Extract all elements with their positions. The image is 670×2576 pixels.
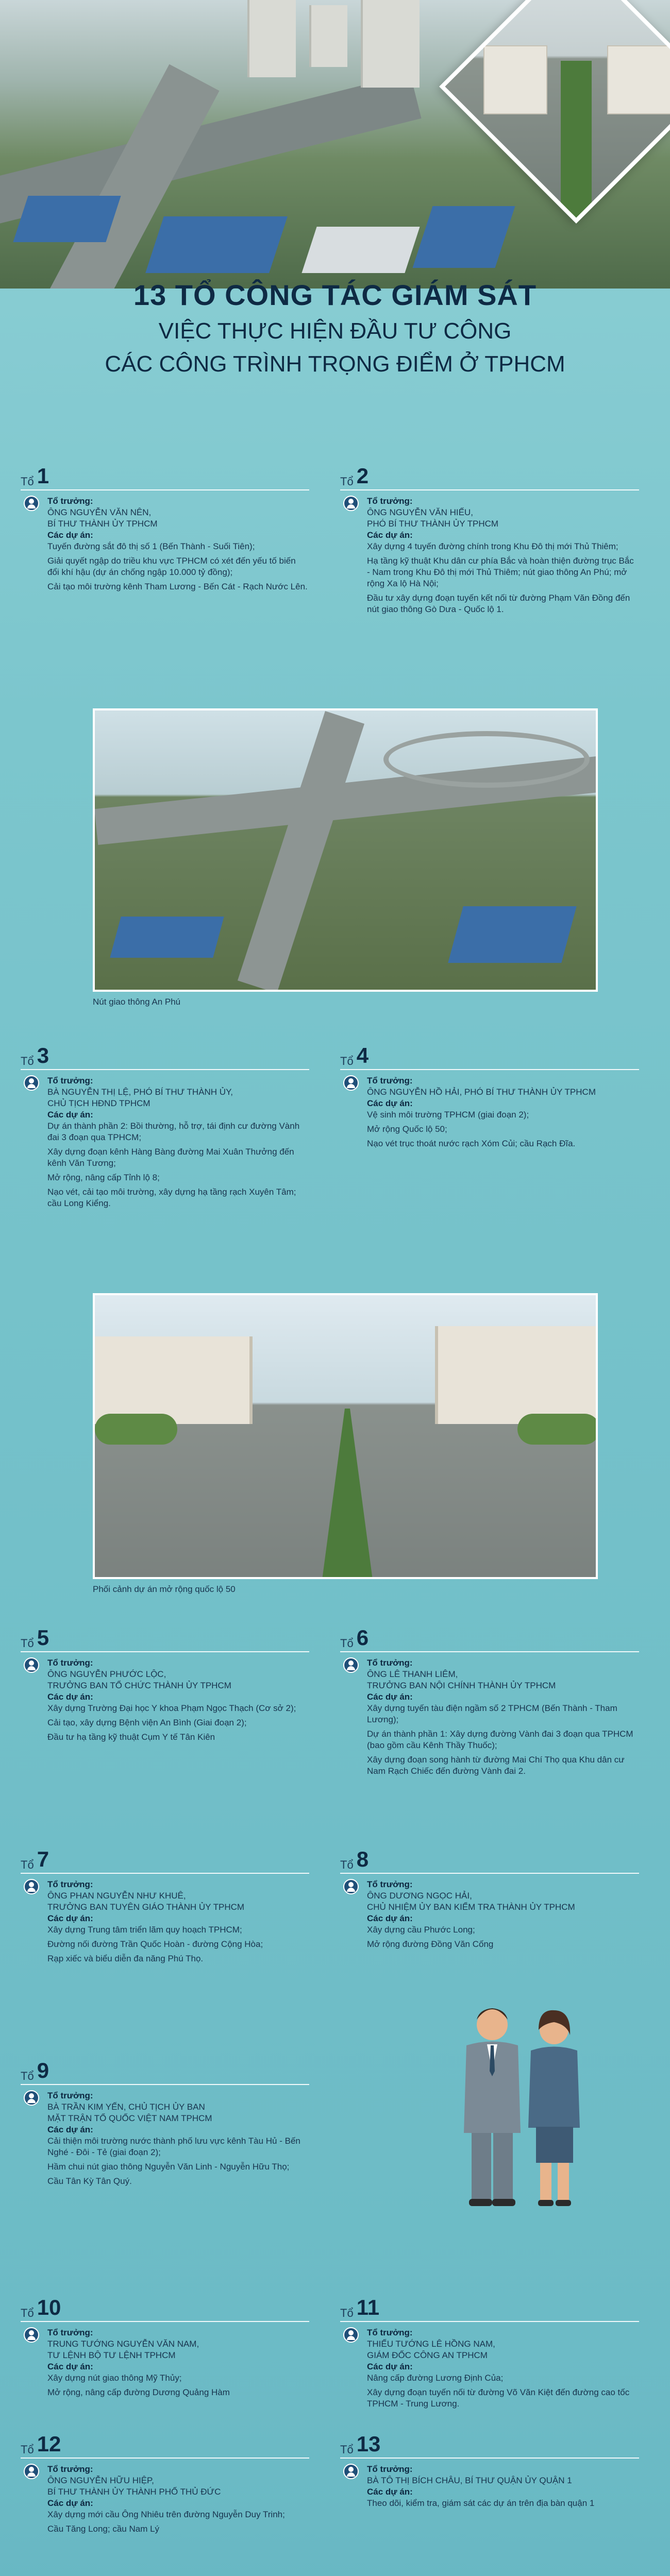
project-item: Xây dựng đoạn song hành từ đường Mai Chí Thọ qua Khu dân cư Nam Rạch Chiếc đến đường Vành đai 2.: [367, 1755, 625, 1776]
project-item: Giải quyết ngập do triều khu vực TPHCM có xét đến yếu tố biến đổi khí hậu (dự án chống ngập 10.000 tỷ đồng);: [47, 556, 296, 577]
projects-label: Các dự án:: [47, 2498, 93, 2508]
projects-label: Các dự án:: [47, 1913, 93, 1923]
man-figure: [464, 2008, 521, 2206]
team-card: [340, 2295, 639, 2409]
project-item: Xây dựng đoạn kênh Hàng Bàng đường Mai Xuân Thưởng đến kênh Văn Tương;: [47, 1147, 294, 1168]
leader-title: MẶT TRẬN TỔ QUỐC VIỆT NAM TPHCM: [47, 2113, 212, 2123]
person-icon: [343, 2464, 359, 2479]
leader-title: TRƯỞNG BAN TỔ CHỨC THÀNH ỦY TPHCM: [47, 1681, 231, 1690]
leader-title: CHỦ TỊCH HĐND TPHCM: [47, 1098, 150, 1108]
team-label: Tổ: [340, 1858, 354, 1871]
team-number: 11: [356, 2295, 380, 2319]
project-item: Xây dựng nút giao thông Mỹ Thủy;: [47, 2373, 182, 2383]
projects-label: Các dự án:: [367, 1913, 413, 1923]
person-icon: [24, 496, 39, 511]
project-item: Mở rộng, nâng cấp Tỉnh lộ 8;: [47, 1173, 160, 1182]
leader-label: Tổ trưởng:: [47, 2464, 93, 2474]
project-item: Đầu tư hạ tầng kỹ thuật Cụm Y tế Tân Kiên: [47, 1732, 215, 1742]
project-item: Cải tạo, xây dựng Bệnh viện An Bình (Giai đoạn 2);: [47, 1718, 247, 1727]
team-card: [340, 464, 639, 618]
project-item: Mở rộng, nâng cấp đường Dương Quảng Hàm: [47, 2387, 230, 2397]
team-label: Tổ: [340, 1055, 354, 1067]
leader-title: TRƯỞNG BAN TUYÊN GIÁO THÀNH ỦY TPHCM: [47, 1902, 245, 1912]
project-item: Nạo vét trục thoát nước rạch Xóm Củi; cầu Rạch Đĩa.: [367, 1139, 576, 1148]
project-item: Rạp xiếc và biểu diễn đa năng Phú Thọ.: [47, 1954, 204, 1963]
project-item: Hầm chui nút giao thông Nguyễn Văn Linh - Nguyễn Hữu Thọ;: [47, 2162, 290, 2172]
projects-label: Các dự án:: [367, 2487, 413, 2497]
leader-label: Tổ trưởng:: [367, 1658, 413, 1668]
leader-name: BÀ NGUYỄN THỊ LỆ, PHÓ BÍ THƯ THÀNH ỦY,: [47, 1087, 233, 1097]
projects-label: Các dự án:: [367, 1098, 413, 1108]
person-icon: [343, 1879, 359, 1894]
team-label: Tổ: [21, 2070, 34, 2082]
project-item: Đường nối đường Trần Quốc Hoàn - đường Cộng Hòa;: [47, 1939, 263, 1949]
team-number: 4: [356, 1043, 369, 1067]
leader-name: ÔNG NGUYỄN HỒ HẢI, PHÓ BÍ THƯ THÀNH ỦY TPHCM: [367, 1087, 596, 1097]
hero-building: [247, 0, 296, 77]
leader-name: ÔNG LÊ THANH LIÊM,: [367, 1669, 458, 1679]
business-people-illustration: [443, 1994, 598, 2210]
hero-building: [361, 0, 420, 88]
project-item: Hạ tầng kỹ thuật Khu dân cư phía Bắc và hoàn thiện đường trục Bắc - Nam trong Khu Đô thị mới Thủ Thiêm; nút giao thông An Phú; mở rộng Xa lộ Hà Nội;: [367, 556, 634, 588]
team-card: [21, 464, 309, 618]
leader-title: BÍ THƯ THÀNH ỦY TPHCM: [47, 519, 158, 529]
leader-label: Tổ trưởng:: [367, 1879, 413, 1889]
team-card: [340, 1625, 639, 1790]
team-number: 8: [356, 1847, 369, 1871]
projects-label: Các dự án:: [367, 530, 413, 540]
leader-name: ÔNG NGUYỄN PHƯỚC LỘC,: [47, 1669, 166, 1679]
team-label: Tổ: [21, 1637, 34, 1650]
project-item: Xây dựng Trường Đại học Y khoa Phạm Ngọc Thạch (Cơ sở 2);: [47, 1703, 296, 1713]
project-item: Xây dựng 4 tuyến đường chính trong Khu Đô thị mới Thủ Thiêm;: [367, 541, 618, 551]
projects-label: Các dự án:: [367, 1692, 413, 1702]
person-icon: [343, 1075, 359, 1091]
woman-figure: [528, 2010, 580, 2206]
team-number: 10: [37, 2295, 61, 2319]
road-photo: [93, 1293, 598, 1579]
project-item: Mở rộng đường Đồng Văn Cống: [367, 1939, 494, 1949]
interchange-photo: [93, 708, 598, 992]
hero-roof: [413, 206, 515, 268]
leader-title: CHỦ NHIỆM ỦY BAN KIỂM TRA THÀNH ỦY TPHCM: [367, 1902, 575, 1912]
person-icon: [24, 2090, 39, 2106]
team-number: 5: [37, 1625, 49, 1650]
team-card: [21, 1847, 309, 1981]
leader-name: BÀ TÔ THỊ BÍCH CHÂU, BÍ THƯ QUẬN ỦY QUẬN 1: [367, 2476, 572, 2485]
team-number: 2: [356, 464, 369, 488]
project-item: Xây dựng cầu Phước Long;: [367, 1925, 475, 1935]
hero-roof: [13, 196, 121, 242]
team-number: 3: [37, 1043, 49, 1067]
team-label: Tổ: [340, 2307, 354, 2319]
team-number: 7: [37, 1847, 49, 1871]
leader-label: Tổ trưởng:: [47, 1879, 93, 1889]
leader-label: Tổ trưởng:: [367, 496, 413, 506]
project-item: Cải thiện môi trường nước thành phố lưu vực kênh Tàu Hủ - Bến Nghé - Đôi - Tẻ (giai đoạn 2);: [47, 2136, 300, 2157]
project-item: Dự án thành phần 2: Bồi thường, hỗ trợ, tái định cư đường Vành đai 3 đoạn qua TPHCM;: [47, 1121, 300, 1142]
project-item: Tuyến đường sắt đô thị số 1 (Bến Thành - Suối Tiên);: [47, 541, 255, 551]
person-icon: [24, 2464, 39, 2479]
team-number: 9: [37, 2058, 49, 2082]
leader-name: ÔNG NGUYỄN VĂN HIẾU,: [367, 507, 473, 517]
leader-name: ÔNG NGUYỄN VĂN NÊN,: [47, 507, 152, 517]
team-number: 13: [356, 2432, 381, 2456]
page-subtitle: CÁC CÔNG TRÌNH TRỌNG ĐIỂM Ở TPHCM: [105, 351, 565, 377]
projects-label: Các dự án:: [47, 530, 93, 540]
team-label: Tổ: [21, 2307, 34, 2319]
leader-label: Tổ trưởng:: [47, 496, 93, 506]
leader-name: ÔNG NGUYỄN HỮU HIỆP,: [47, 2476, 154, 2485]
project-item: Vệ sinh môi trường TPHCM (giai đoạn 2);: [367, 1110, 529, 1120]
team-number: 6: [356, 1625, 369, 1650]
leader-name: ÔNG DƯƠNG NGỌC HẢI,: [367, 1891, 472, 1901]
hero-roof: [301, 227, 420, 273]
hero-building: [309, 5, 347, 67]
team-label: Tổ: [21, 2443, 34, 2456]
team-label: Tổ: [340, 1637, 354, 1650]
leader-label: Tổ trưởng:: [47, 2091, 93, 2100]
team-number: 1: [37, 464, 49, 488]
team-card: [21, 1043, 309, 1239]
projects-label: Các dự án:: [47, 2125, 93, 2134]
project-item: Cầu Tân Kỳ Tân Quý.: [47, 2176, 132, 2186]
person-icon: [24, 1075, 39, 1091]
team-label: Tổ: [21, 475, 34, 488]
leader-name: ÔNG PHAN NGUYỄN NHƯ KHUÊ,: [47, 1891, 186, 1901]
person-icon: [343, 2327, 359, 2343]
project-item: Xây dựng tuyến tàu điện ngầm số 2 TPHCM (Bến Thành - Tham Lương);: [367, 1703, 617, 1724]
person-icon: [24, 1657, 39, 1673]
project-item: Cải tạo môi trường kênh Tham Lương - Bến Cát - Rạch Nước Lên.: [47, 582, 308, 591]
leader-title: BÍ THƯ THÀNH ỦY THÀNH PHỐ THỦ ĐỨC: [47, 2487, 221, 2497]
team-card: [340, 2432, 639, 2576]
leader-label: Tổ trưởng:: [367, 2464, 413, 2474]
page-subtitle: VIỆC THỰC HIỆN ĐẦU TƯ CÔNG: [158, 318, 512, 344]
team-card: [340, 1043, 639, 1198]
project-item: Xây dựng mới cầu Ông Nhiêu trên đường Nguyễn Duy Trinh;: [47, 2510, 285, 2519]
projects-label: Các dự án:: [47, 2362, 93, 2371]
leader-label: Tổ trưởng:: [367, 2328, 413, 2337]
leader-title: PHÓ BÍ THƯ THÀNH ỦY TPHCM: [367, 519, 499, 529]
team-card: [21, 1625, 309, 1759]
team-label: Tổ: [340, 475, 354, 488]
project-item: Nâng cấp đường Lương Định Của;: [367, 2373, 504, 2383]
person-icon: [24, 2327, 39, 2343]
leader-label: Tổ trưởng:: [47, 2328, 93, 2337]
photo-caption: Nút giao thông An Phú: [93, 997, 181, 1007]
title-block: [0, 278, 670, 433]
leader-name: BÀ TRẦN KIM YẾN, CHỦ TỊCH ỦY BAN: [47, 2102, 205, 2112]
leader-label: Tổ trưởng:: [47, 1658, 93, 1668]
page-title: 13 TỔ CÔNG TÁC GIÁM SÁT: [133, 279, 537, 311]
project-item: Dự án thành phần 1: Xây dựng đường Vành đai 3 đoạn qua TPHCM (bao gồm cầu Kênh Thầy Thuốc);: [367, 1729, 633, 1750]
person-icon: [343, 496, 359, 511]
leader-label: Tổ trưởng:: [47, 1076, 93, 1086]
team-card: [21, 2058, 309, 2213]
leader-label: Tổ trưởng:: [367, 1076, 413, 1086]
person-icon: [24, 1879, 39, 1894]
project-item: Xây dựng Trung tâm triển lãm quy hoạch TPHCM;: [47, 1925, 242, 1935]
team-label: Tổ: [21, 1055, 34, 1067]
team-card: [21, 2295, 309, 2398]
projects-label: Các dự án:: [47, 1692, 93, 1702]
project-item: Nạo vét, cải tạo môi trường, xây dựng hạ tầng rạch Xuyên Tâm; cầu Long Kiểng.: [47, 1187, 296, 1208]
project-item: Theo dõi, kiểm tra, giám sát các dự án trên địa bàn quận 1: [367, 2498, 595, 2508]
team-number: 12: [37, 2432, 61, 2456]
leader-title: TRƯỞNG BAN NỘI CHÍNH THÀNH ỦY TPHCM: [367, 1681, 556, 1690]
leader-name: TRUNG TƯỚNG NGUYỄN VĂN NAM,: [47, 2339, 199, 2349]
leader-name: THIẾU TƯỚNG LÊ HỒNG NAM,: [367, 2339, 495, 2349]
project-item: Mở rộng Quốc lộ 50;: [367, 1124, 447, 1134]
projects-label: Các dự án:: [47, 1110, 93, 1120]
leader-title: TƯ LỆNH BỘ TƯ LỆNH TPHCM: [47, 2350, 176, 2360]
team-label: Tổ: [340, 2443, 354, 2456]
projects-label: Các dự án:: [367, 2362, 413, 2371]
team-label: Tổ: [21, 1858, 34, 1871]
photo-caption: Phối cảnh dự án mở rộng quốc lộ 50: [93, 1584, 236, 1594]
leader-title: GIÁM ĐỐC CÔNG AN TPHCM: [367, 2350, 488, 2360]
project-item: Cầu Tăng Long; cầu Nam Lý: [47, 2524, 160, 2534]
team-card: [21, 2432, 309, 2576]
project-item: Xây dựng đoạn tuyến nối từ đường Võ Văn Kiệt đến đường cao tốc TPHCM - Trung Lương.: [367, 2387, 630, 2409]
hero-roof: [145, 216, 288, 273]
person-icon: [343, 1657, 359, 1673]
team-card: [340, 1847, 639, 1960]
project-item: Đầu tư xây dựng đoạn tuyến kết nối từ đường Phạm Văn Đồng đến nút giao thông Gò Dưa - Quốc lộ 1.: [367, 593, 630, 614]
